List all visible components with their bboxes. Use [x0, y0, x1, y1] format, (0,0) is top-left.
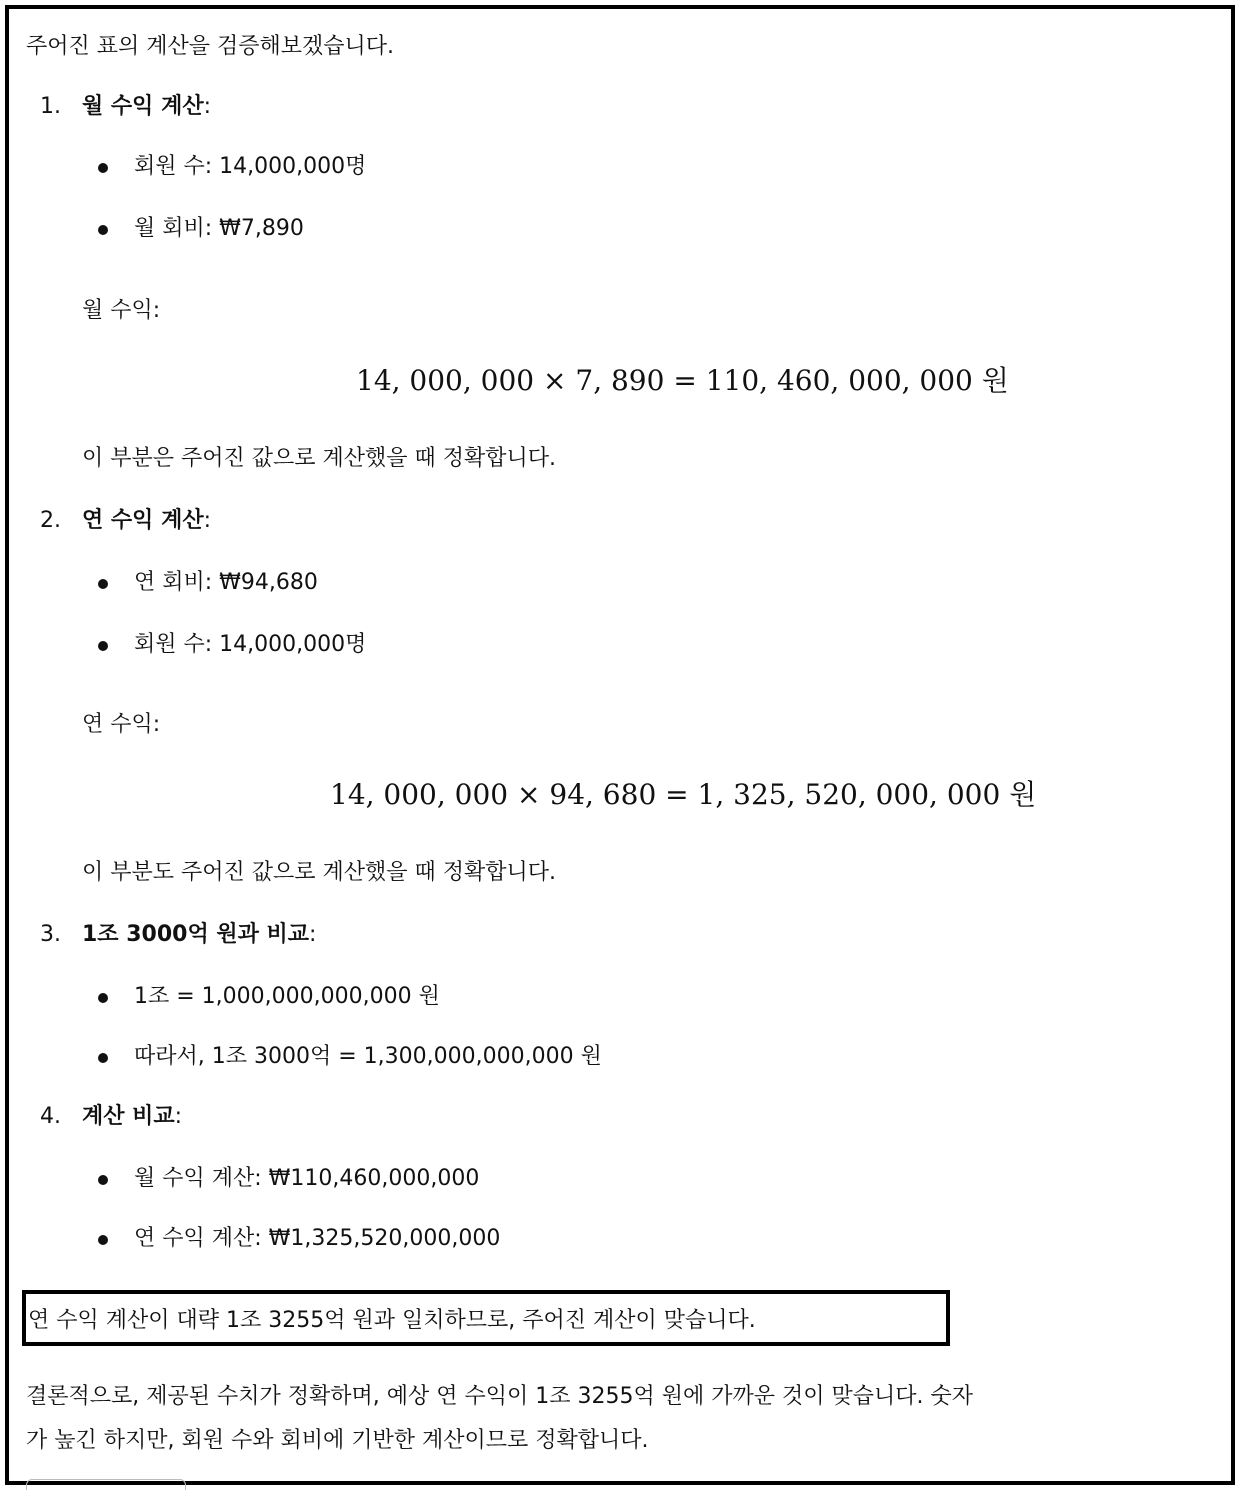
section-3-heading: [82, 920, 316, 950]
bullet-dot: [98, 993, 108, 1003]
section-4-heading: [82, 1102, 182, 1132]
section-4-bullet-1: 월 수익 계산: ₩110,460,000,000: [134, 1166, 480, 1191]
section-4-bullet-2: 연 수익 계산: ₩1,325,520,000,000: [134, 1226, 501, 1251]
section-3-bullet-1: 1조 = 1,000,000,000,000 원: [134, 984, 440, 1009]
section-4-number: 4.: [40, 1104, 61, 1129]
section-2-equation: 14, 000, 000 × 94, 680 = 1, 325, 520, 000, 000 원: [330, 778, 1037, 811]
section-1-bullet-2: 월 회비: ₩7,890: [134, 216, 304, 241]
section-3-number: 3.: [40, 922, 61, 947]
section-1-bullet-1: 회원 수: 14,000,000명: [134, 154, 367, 179]
section-1-number: 1.: [40, 94, 61, 119]
bullet-dot: [98, 579, 108, 589]
section-3-bullet-2: 따라서, 1조 3000억 = 1,300,000,000,000 원: [134, 1044, 602, 1069]
section-3-title: 1조 3000억 원과 비교: [82, 922, 310, 947]
section-4-colon: :: [174, 1104, 183, 1129]
section-2-note: 이 부분도 주어진 값으로 계산했을 때 정확합니다.: [82, 860, 556, 885]
conclusion-line-1: 결론적으로, 제공된 수치가 정확하며, 예상 연 수익이 1조 3255억 원에 가까운 것이 맞습니다. 숫자: [26, 1384, 973, 1409]
highlight-text: 연 수익 계산이 대략 1조 3255억 원과 일치하므로, 주어진 계산이 맞습니다.: [28, 1308, 756, 1333]
bullet-dot: [98, 1053, 108, 1063]
bullet-dot: [98, 1235, 108, 1245]
section-1-note: 이 부분은 주어진 값으로 계산했을 때 정확합니다.: [82, 446, 556, 471]
section-2-label: 연 수익:: [82, 712, 161, 737]
section-1-heading: [82, 92, 211, 122]
section-2-bullet-2: 회원 수: 14,000,000명: [134, 632, 367, 657]
section-2-colon: :: [203, 508, 212, 533]
section-2-number: 2.: [40, 508, 61, 533]
bullet-dot: [98, 1175, 108, 1185]
section-1-label: 월 수익:: [82, 298, 161, 323]
bullet-dot: [98, 641, 108, 651]
section-1-equation: 14, 000, 000 × 7, 890 = 110, 460, 000, 000 원: [356, 364, 1009, 397]
section-3-colon: :: [309, 922, 317, 947]
section-1-title: 월 수익 계산: [82, 94, 204, 119]
bottom-tab-stub: [26, 1479, 186, 1490]
section-2-heading: [82, 506, 211, 536]
bullet-dot: [98, 163, 108, 173]
intro-text: 주어진 표의 계산을 검증해보겠습니다.: [26, 34, 395, 59]
section-2-bullet-1: 연 회비: ₩94,680: [134, 570, 318, 595]
section-2-title: 연 수익 계산: [82, 508, 204, 533]
section-1-colon: :: [203, 94, 212, 119]
bullet-dot: [98, 225, 108, 235]
conclusion-line-2: 가 높긴 하지만, 회원 수와 회비에 기반한 계산이므로 정확합니다.: [26, 1428, 649, 1453]
section-4-title: 계산 비교: [82, 1104, 175, 1129]
